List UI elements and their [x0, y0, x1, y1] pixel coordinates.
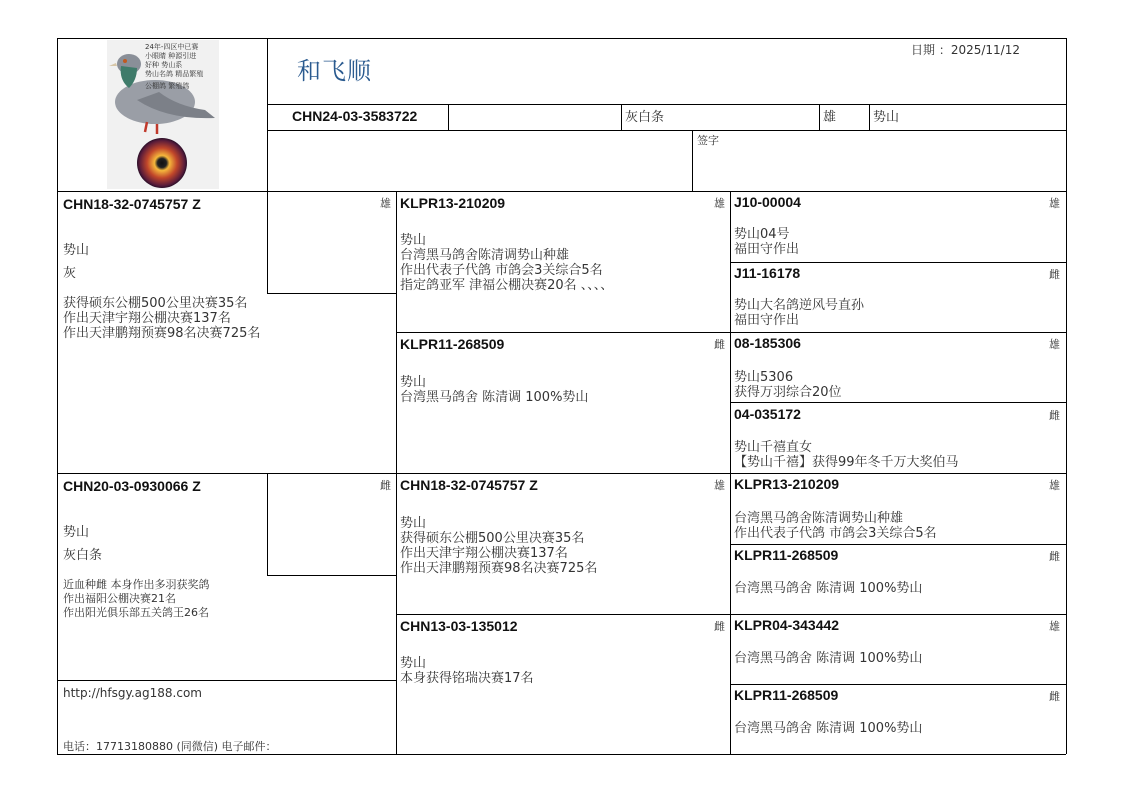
great-grandparent-ring: 04-035172	[734, 406, 801, 422]
great-grandparent-line: 作出代表子代鸽 市鸽会3关综合5名	[734, 526, 937, 541]
sire-ring: CHN18-32-0745757 Z	[63, 196, 201, 212]
great-grandparent-line: 福田守作出	[734, 242, 800, 257]
great-grandparent-sex: 雌	[1049, 268, 1060, 281]
photo-note: 好种 势山系	[145, 61, 183, 69]
dam-note: 作出福阳公棚决赛21名	[63, 592, 176, 605]
great-grandparent-sex: 雄	[1049, 197, 1060, 210]
sire-color: 灰	[63, 266, 77, 281]
grandparent-line: 获得硕东公棚500公里决赛35名	[400, 531, 585, 546]
great-grandparent-sex: 雄	[1049, 338, 1060, 351]
dam-strain: 势山	[63, 525, 90, 540]
great-grandparent-ring: KLPR11-268509	[734, 687, 839, 703]
great-grandparent-line: 台湾黑马鸽舍 陈清调 100%势山	[734, 651, 923, 666]
great-grandparent-ring: J11-16178	[734, 265, 801, 281]
great-grandparent-ring: 08-185306	[734, 335, 801, 351]
grandparent-line: 势山	[400, 233, 427, 248]
grandparent-line: 作出代表子代鸽 市鸽会3关综合5名	[400, 263, 603, 278]
grandparent-line: 作出天津宇翔公棚决赛137名	[400, 546, 568, 561]
grandparent-line: 势山	[400, 375, 427, 390]
sire-sex: 雄	[380, 197, 391, 210]
signature-label: 签字	[697, 134, 719, 147]
great-grandparent-line: 台湾黑马鸽舍 陈清调 100%势山	[734, 721, 923, 736]
great-grandparent-sex: 雌	[1049, 690, 1060, 703]
page-title: 和飞顺	[297, 57, 372, 85]
contact-info: 电话：17713180880 (同微信) 电子邮件：	[63, 740, 277, 753]
sire-note: 作出天津鹏翔预赛98名决赛725名	[63, 326, 261, 341]
grandparent-ring: KLPR11-268509	[400, 336, 505, 352]
pigeon-photo	[107, 40, 219, 189]
sire-note: 作出天津宇翔公棚决赛137名	[63, 311, 231, 326]
great-grandparent-line: 势山5306	[734, 370, 794, 385]
sire-strain: 势山	[63, 243, 90, 258]
grandparent-line: 本身获得铭瑞决赛17名	[400, 671, 534, 686]
great-grandparent-ring: KLPR11-268509	[734, 547, 839, 563]
grandparent-line: 指定鸽亚军 津福公棚决赛20名 、、、、	[400, 278, 614, 293]
great-grandparent-line: 势山千禧直女	[734, 440, 813, 455]
great-grandparent-line: 势山大名鸽逆风号直孙	[734, 298, 865, 313]
grandparent-ring: CHN13-03-135012	[400, 618, 518, 634]
subject-strain: 势山	[873, 110, 900, 125]
great-grandparent-ring: KLPR04-343442	[734, 617, 840, 633]
dam-color: 灰白条	[63, 548, 103, 563]
great-grandparent-sex: 雌	[1049, 550, 1060, 563]
great-grandparent-line: 势山04号	[734, 227, 790, 242]
dam-note: 近血种雌 本身作出多羽获奖鸽	[63, 578, 210, 591]
great-grandparent-line: 福田守作出	[734, 313, 800, 328]
grandparent-ring: KLPR13-210209	[400, 195, 506, 211]
grandparent-line: 台湾黑马鸽舍陈清调势山种雄	[400, 248, 570, 263]
photo-note: 小眼睛 种源引进	[145, 52, 197, 60]
photo-note: 公棚鸽 繁殖鸽	[145, 82, 190, 90]
great-grandparent-line: 【势山千禧】获得99年冬千万大奖伯马	[734, 455, 959, 470]
dam-ring: CHN20-03-0930066 Z	[63, 478, 201, 494]
dam-sex: 雌	[380, 479, 391, 492]
subject-color: 灰白条	[625, 110, 665, 125]
grandparent-sex: 雄	[714, 479, 725, 492]
grandparent-sex: 雌	[714, 620, 725, 633]
great-grandparent-line: 台湾黑马鸽舍陈清调势山种雄	[734, 511, 904, 526]
date-label: 日期 ：2025/11/12	[911, 43, 1020, 57]
great-grandparent-sex: 雄	[1049, 620, 1060, 633]
great-grandparent-sex: 雌	[1049, 409, 1060, 422]
great-grandparent-sex: 雄	[1049, 479, 1060, 492]
grandparent-line: 势山	[400, 656, 427, 671]
great-grandparent-line: 台湾黑马鸽舍 陈清调 100%势山	[734, 581, 923, 596]
great-grandparent-ring: J10-00004	[734, 194, 801, 210]
subject-ring: CHN24-03-3583722	[292, 108, 418, 124]
subject-sex: 雄	[823, 110, 837, 125]
great-grandparent-ring: KLPR13-210209	[734, 476, 840, 492]
grandparent-line: 作出天津鹏翔预赛98名决赛725名	[400, 561, 598, 576]
grandparent-line: 势山	[400, 516, 427, 531]
dam-note: 作出阳光俱乐部五关鸽王26名	[63, 606, 209, 619]
website-link[interactable]: http://hfsgy.ag188.com	[63, 686, 202, 700]
great-grandparent-line: 获得万羽综合20位	[734, 385, 842, 400]
photo-note: 势山名鸽 精品繁殖	[145, 70, 204, 78]
grandparent-sex: 雄	[714, 197, 725, 210]
sire-note: 获得硕东公棚500公里决赛35名	[63, 296, 248, 311]
grandparent-ring: CHN18-32-0745757 Z	[400, 477, 538, 493]
grandparent-line: 台湾黑马鸽舍 陈清调 100%势山	[400, 390, 589, 405]
photo-note: 24年-四区中已赛	[145, 43, 199, 51]
grandparent-sex: 雌	[714, 338, 725, 351]
